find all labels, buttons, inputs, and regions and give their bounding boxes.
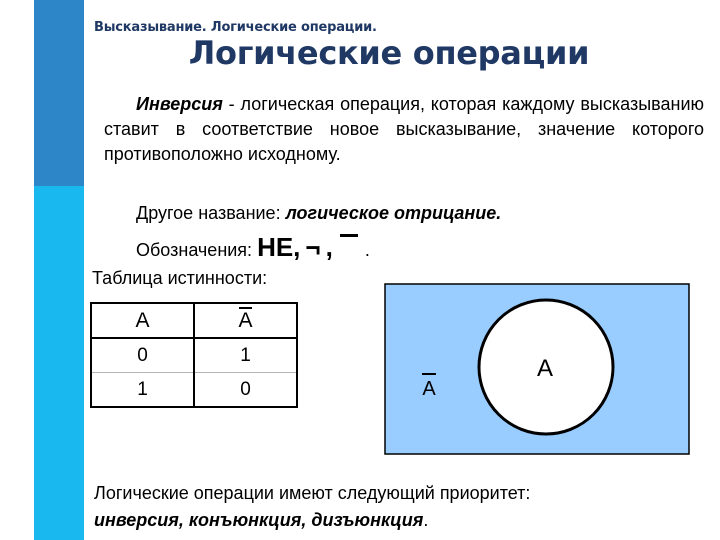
truth-table-header-row [91,303,297,338]
notation-dot: . [364,240,370,260]
definition-paragraph [104,92,704,167]
negation-symbol: ¬ [305,232,321,262]
table-cell: 1 [194,338,297,373]
footer-text [94,480,530,534]
complement-label: А [422,378,436,400]
other-name-value: логическое отрицание. [285,203,502,223]
footer-line: Логические операции имеют следующий приоритет: [94,483,531,503]
table-cell: 1 [91,373,194,408]
breadcrumb: Высказывание. Логические операции. [94,20,377,35]
table-row [91,338,297,373]
notation-label: Обозначения: [136,240,258,260]
definition-text: - логическая операция, которая каждому высказыванию ставит в соответствие новое высказывание, значение которого противоположно исходному. [104,94,704,164]
footer-order-line [94,507,530,534]
table-cell: 0 [91,338,194,373]
venn-diagram [384,283,690,455]
set-a-label: А [536,355,554,382]
truth-table [90,302,298,408]
sidebar-bar-top [34,0,84,186]
footer-end: . [423,510,429,530]
truth-table-label: Таблица истинности: [92,268,268,288]
table-cell: 0 [240,378,251,400]
table-row [91,373,297,408]
other-name-prefix: Другое название: [136,203,286,223]
truth-table-header-a: А [91,303,194,338]
notation-comma: , [325,232,333,262]
notation-ne: НЕ, [257,232,301,262]
other-name-line [136,203,501,224]
overline-symbol [338,236,360,256]
definition-term: Инверсия [136,94,223,114]
truth-table-header-not-a: А [194,303,297,338]
sidebar-bar-bottom [34,186,84,540]
priority-order: инверсия, конъюнкция, дизъюнкция [94,510,424,530]
page-title: Логические операции [188,34,590,72]
notation-line [136,232,370,263]
